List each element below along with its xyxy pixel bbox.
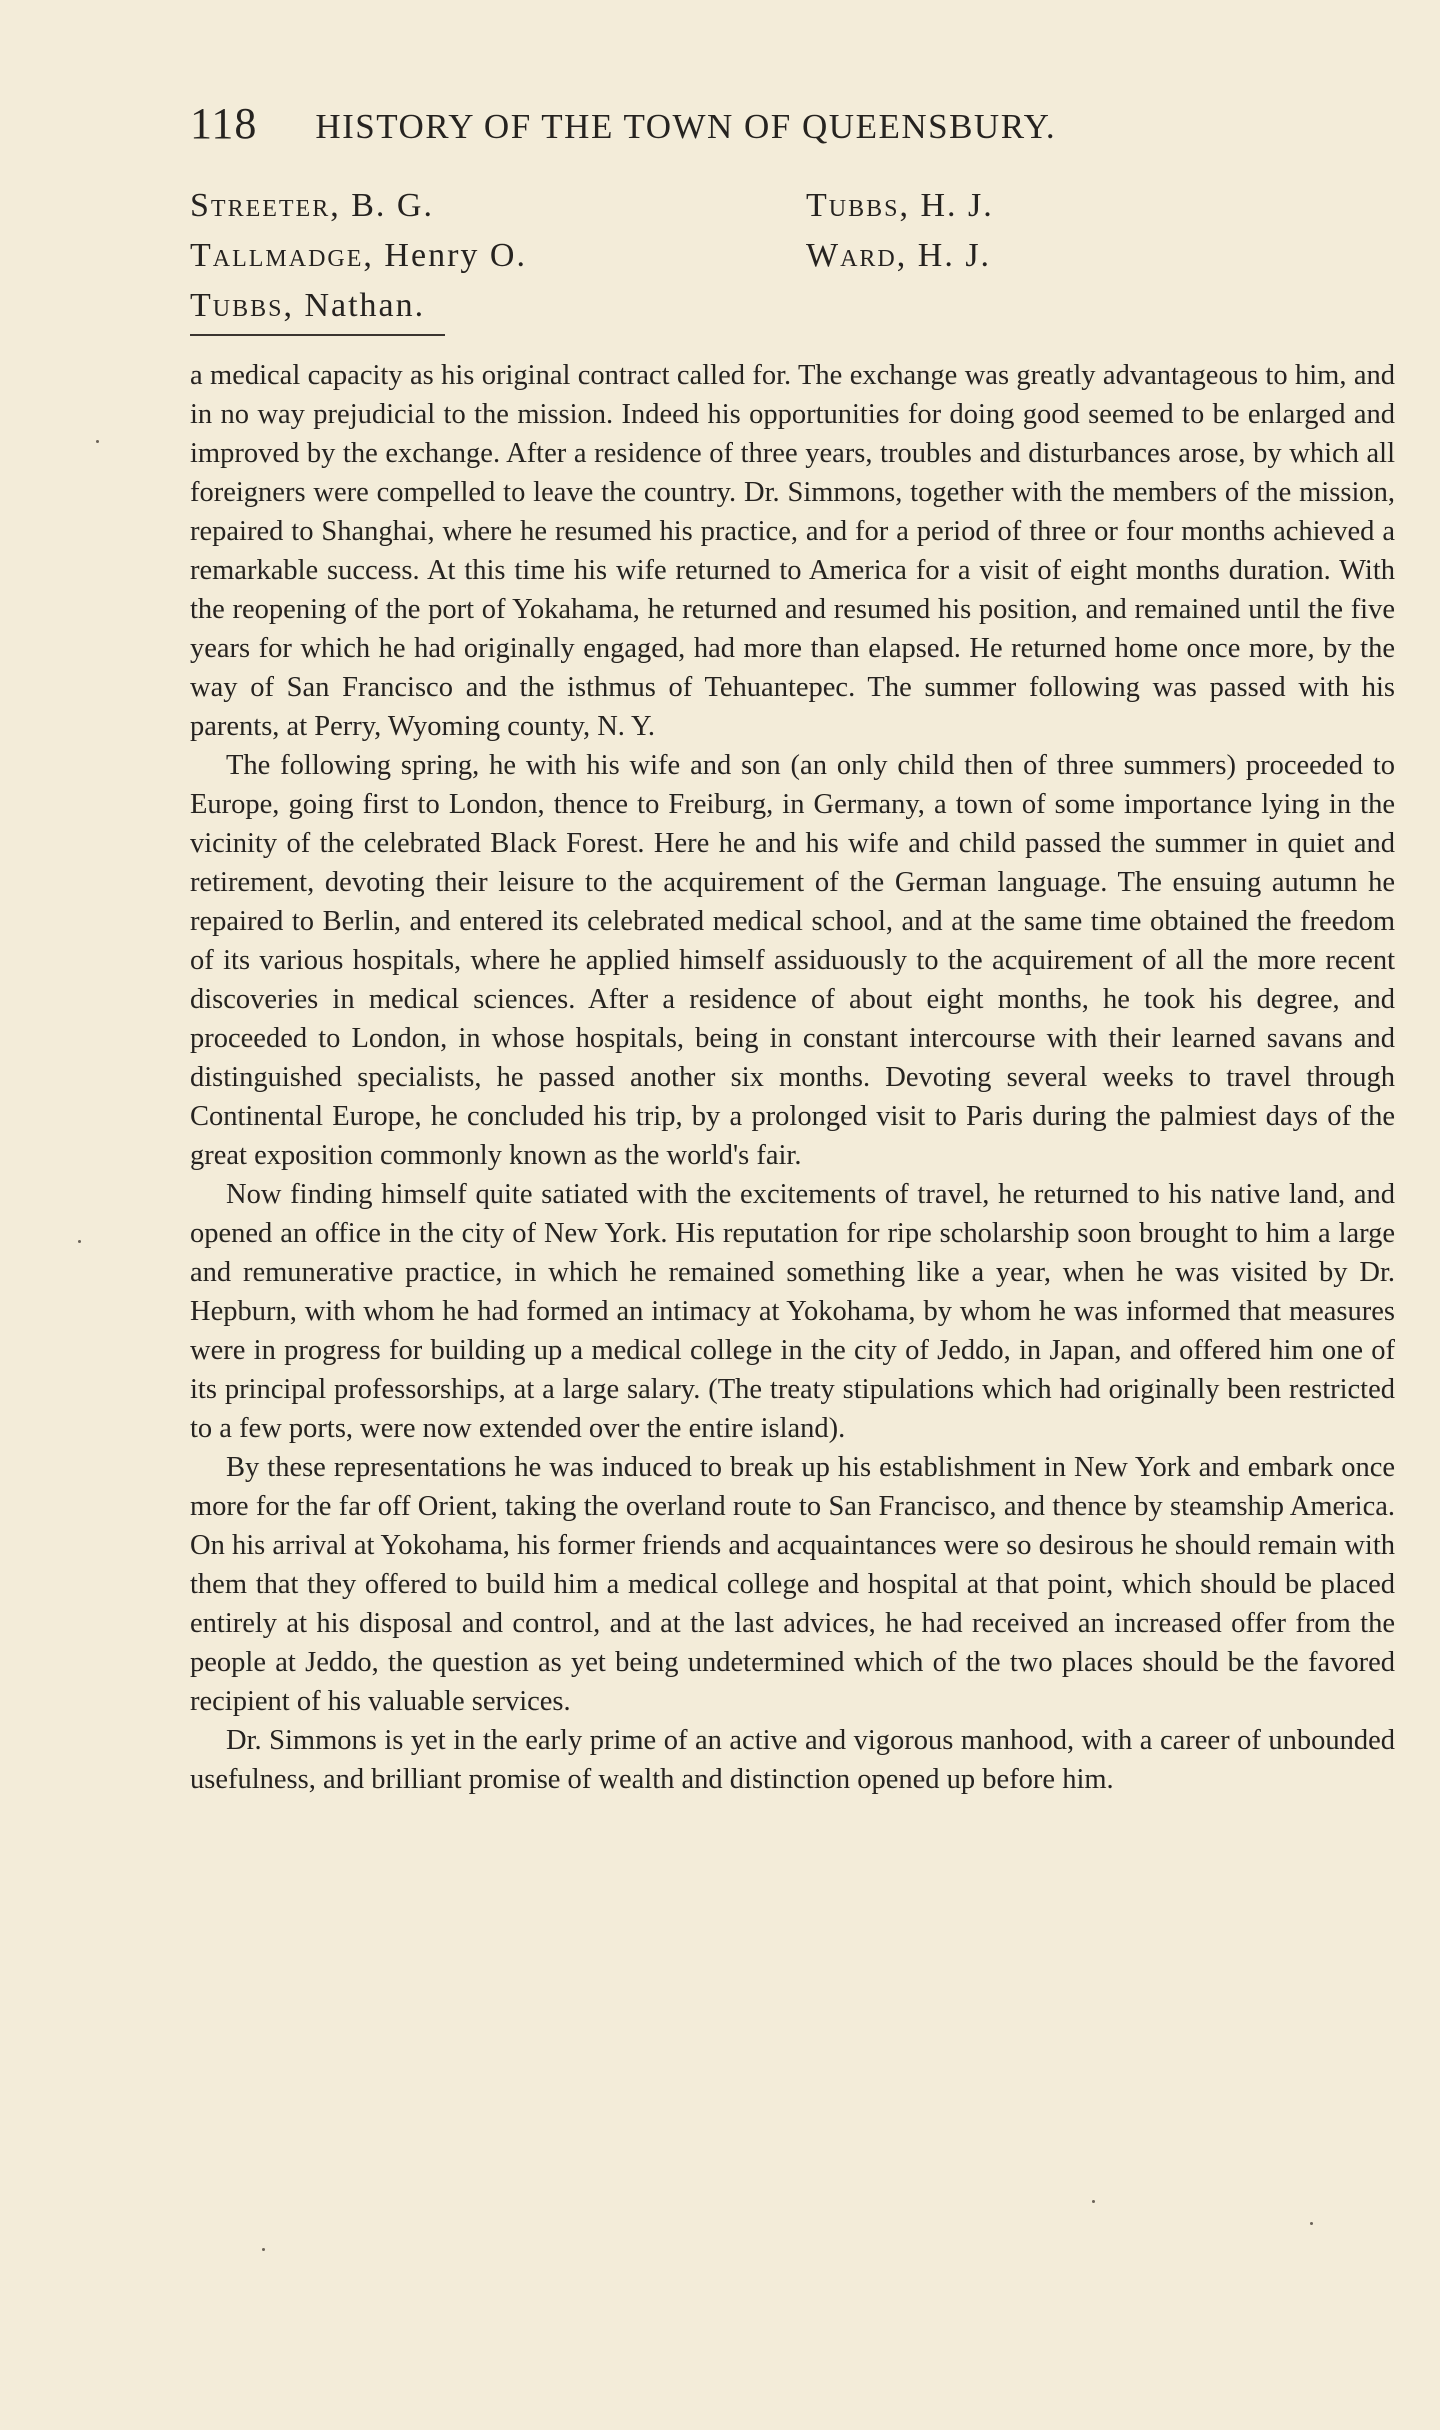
name-entry: Tubbs, Nathan. [190, 287, 426, 324]
section-divider [190, 334, 445, 336]
paper-speck [78, 1240, 81, 1243]
name-surname: Tubbs [190, 287, 284, 324]
name-given: Nathan. [304, 287, 426, 324]
paper-speck [1092, 2200, 1095, 2203]
name-surname: Tubbs [806, 187, 900, 224]
running-head [190, 98, 1250, 148]
paper-speck [262, 2248, 265, 2251]
name-given: B. G. [351, 187, 434, 224]
name-entry: Ward, H. J. [806, 237, 992, 274]
body-text [190, 356, 1395, 1799]
name-given: H. J. [920, 187, 994, 224]
page-number: 118 [190, 99, 258, 148]
name-given: H. J. [917, 237, 992, 274]
name-surname: Streeter [190, 187, 331, 224]
paragraph: Dr. Simmons is yet in the early prime of an active and vigorous manhood, with a career of unbounded usefulness, and brilliant promise of wealth and distinction opened up before him. [190, 1725, 1395, 1795]
name-surname: Ward [806, 237, 897, 274]
paragraph: The following spring, he with his wife and son (an only child then of three summers) proceeded to Europe, going first to London, thence to Freiburg, in Germany, a town of some importance lying in the vicinity of the celebrated Black Forest. Here he and his wife and child passed the summer in quiet and retirement, devoting their leisure to the acquirement of the German language. The ensuing autumn he repaired to Berlin, and entered its celebrated medical school, and at the same time obtained the freedom of its various hospitals, where he applied himself assiduously to the acquirement of all the more recent discoveries in medical sciences. After a residence of about eight months, he took his degree, and proceeded to London, in whose hospitals, being in constant intercourse with their learned savans and distinguished specialists, he passed another six months. Devoting several weeks to travel through Continental Europe, he concluded his trip, by a prolonged visit to Paris during the palmiest days of the great exposition commonly known as the world's fair. [190, 750, 1395, 1171]
paragraph: By these representations he was induced to break up his establishment in New York and embark once more for the far off Orient, taking the overland route to San Francisco, and thence by steamship America. On his arrival at Yokohama, his former friends and acquaintances were so desirous he should remain with them that they offered to build him a medical college and hospital at that point, which should be placed entirely at his disposal and control, and at the last advices, he had received an increased offer from the people at Jeddo, the question as yet being undetermined which of the two places should be the favored recipient of his valuable services. [190, 1452, 1395, 1717]
name-given: Henry O. [384, 237, 527, 274]
paragraph: Now finding himself quite satiated with the excitements of travel, he returned to his native land, and opened an office in the city of New York. His reputation for ripe scholarship soon brought to him a large and remunerative practice, in which he remained something like a year, when he was visited by Dr. Hepburn, with whom he had formed an intimacy at Yokohama, by whom he was informed that measures were in progress for building up a medical college in the city of Jeddo, in Japan, and offered him one of its principal professorships, at a large salary. (The treaty stipulations which had originally been restricted to a few ports, were now extended over the entire island). [190, 1179, 1395, 1444]
paper-speck [1310, 2222, 1313, 2225]
subscriber-names [190, 186, 1110, 336]
paper-speck [96, 440, 99, 443]
running-title: HISTORY OF THE TOWN OF QUEENSBURY. [315, 107, 1057, 146]
name-entry: Tubbs, H. J. [806, 187, 994, 224]
name-entry: Streeter, B. G. [190, 187, 434, 224]
paragraph: a medical capacity as his original contract called for. The exchange was greatly advantageous to him, and in no way prejudicial to the mission. Indeed his opportunities for doing good seemed to be enlarged and improved by the exchange. After a residence of three years, troubles and disturbances arose, by which all foreigners were compelled to leave the country. Dr. Simmons, together with the members of the mission, repaired to Shanghai, where he resumed his practice, and for a period of three or four months achieved a remarkable success. At this time his wife returned to America for a visit of eight months duration. With the reopening of the port of Yokahama, he returned and resumed his position, and remained until the five years for which he had originally engaged, had more than elapsed. He returned home once more, by the way of San Francisco and the isthmus of Tehuantepec. The summer following was passed with his parents, at Perry, Wyoming county, N. Y. [190, 360, 1395, 742]
name-surname: Tallmadge [190, 237, 364, 274]
name-entry: Tallmadge, Henry O. [190, 237, 527, 274]
